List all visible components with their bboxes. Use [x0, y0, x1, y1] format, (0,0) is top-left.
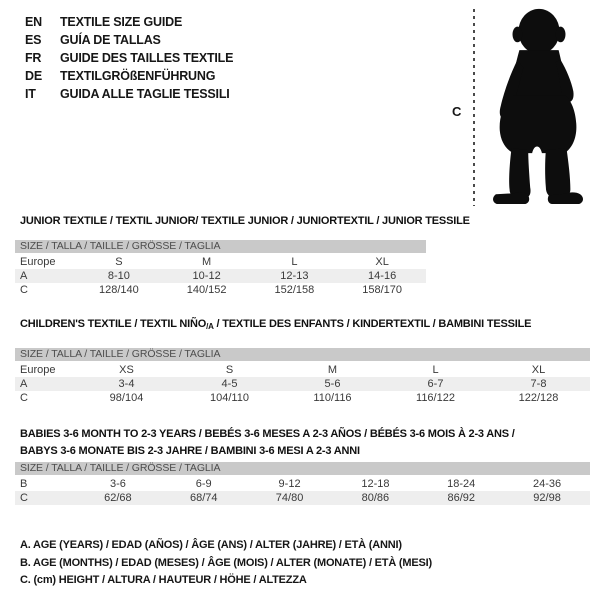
legend-row-en: [25, 13, 233, 31]
height-measure-label: C: [452, 104, 462, 119]
legend-row-de: [25, 67, 233, 85]
legend-code: EN: [25, 15, 42, 29]
table-cell: 6-9: [195, 478, 212, 490]
column-header-row: [15, 255, 426, 269]
size-header-bar: SIZE / TALLA / TAILLE / GRÖSSE / TAGLIA: [15, 348, 590, 361]
size-header-bar: SIZE / TALLA / TAILLE / GRÖSSE / TAGLIA: [15, 462, 590, 475]
column-header: XL: [531, 364, 546, 376]
footnote-b: B. AGE (MONTHS) / EDAD (MESES) / ÂGE (MOIS) / ALTER (MONATE) / ETÀ (MESI): [20, 556, 432, 569]
table-cell: 74/80: [275, 492, 304, 504]
table-cell: 128/140: [98, 284, 139, 296]
legend-text: TEXTILGRÖßENFÜHRUNG: [60, 69, 216, 83]
children-table-title: [20, 318, 531, 331]
title-subscript: /A: [206, 322, 214, 331]
junior-table-title: JUNIOR TEXTILE / TEXTIL JUNIOR/ TEXTILE JUNIOR / JUNIORTEXTIL / JUNIOR TESSILE: [20, 215, 470, 227]
table-cell: 10-12: [192, 270, 221, 282]
size-header-bar: SIZE / TALLA / TAILLE / GRÖSSE / TAGLIA: [15, 240, 426, 253]
footnotes: [20, 537, 432, 590]
row-label: A: [20, 270, 28, 282]
legend-code: ES: [25, 33, 42, 47]
table-cell: 18-24: [447, 478, 476, 490]
legend-code: FR: [25, 51, 42, 65]
row-label: A: [20, 378, 28, 390]
column-header: S: [115, 256, 123, 268]
language-legend: [25, 13, 233, 103]
legend-code: IT: [25, 87, 36, 101]
table-cell: 7-8: [530, 378, 547, 390]
table-cell: 3-4: [118, 378, 135, 390]
column-header: M: [327, 364, 338, 376]
column-header: S: [225, 364, 234, 376]
row-label: B: [20, 478, 28, 490]
column-header: L: [432, 364, 439, 376]
title-line-2: BABYS 3-6 MONATE BIS 2-3 JAHRE / BAMBINI 3-6 MESI A 2-3 ANNI: [20, 445, 360, 457]
table-cell: 6-7: [427, 378, 444, 390]
table-row: [15, 391, 590, 405]
table-cell: 122/128: [518, 392, 559, 404]
footnote-a: A. AGE (YEARS) / EDAD (AÑOS) / ÂGE (ANS) / ALTER (JAHRE) / ETÀ (ANNI): [20, 539, 402, 551]
table-cell: 98/104: [109, 392, 144, 404]
table-cell: 3-6: [109, 478, 126, 490]
table-cell: 80/86: [361, 492, 390, 504]
row-label: C: [20, 284, 28, 296]
legend-row-fr: [25, 49, 233, 67]
column-header: L: [291, 256, 298, 268]
legend-text: GUÍA DE TALLAS: [60, 33, 161, 47]
table-cell: 62/68: [104, 492, 132, 504]
column-header-row: [15, 363, 590, 377]
title-part: CHILDREN'S TEXTILE / TEXTIL NIÑO: [20, 318, 207, 330]
column-header: XL: [375, 256, 389, 268]
table-cell: 68/74: [189, 492, 218, 504]
table-cell: 110/116: [313, 392, 352, 404]
region-label: Europe: [20, 256, 56, 268]
table-cell: 14-16: [368, 270, 397, 282]
junior-table: [15, 240, 426, 297]
table-cell: 104/110: [210, 392, 249, 404]
table-row: [15, 477, 590, 491]
footnote-c: C. (cm) HEIGHT / ALTURA / HAUTEUR / HÖHE / ALTEZZA: [20, 574, 307, 586]
table-row: [15, 269, 426, 283]
legend-text: GUIDA ALLE TAGLIE TESSILI: [60, 87, 230, 101]
region-label: Europe: [20, 364, 56, 376]
height-measure-dashed-line: [473, 9, 475, 206]
babies-table-title: [20, 426, 515, 460]
table-cell: 158/170: [362, 284, 402, 296]
table-cell: 8-10: [107, 270, 130, 282]
babies-table: [15, 462, 590, 505]
table-cell: 12-18: [361, 478, 390, 490]
legend-row-it: [25, 85, 233, 103]
table-cell: 86/92: [447, 492, 475, 504]
children-table: [15, 348, 590, 405]
legend-text: TEXTILE SIZE GUIDE: [60, 15, 183, 29]
table-cell: 5-6: [324, 378, 341, 390]
table-cell: 12-13: [280, 270, 309, 282]
title-line-1: BABIES 3-6 MONTH TO 2-3 YEARS / BEBÉS 3-6 MESES A 2-3 AÑOS / BÉBÉS 3-6 MOIS À 2-3 ANS /: [20, 428, 515, 440]
row-label: C: [20, 492, 28, 504]
table-cell: 4-5: [221, 378, 238, 390]
table-cell: 116/122: [416, 392, 455, 404]
column-header: XS: [119, 364, 134, 376]
table-cell: 24-36: [532, 478, 562, 490]
table-row: [15, 377, 590, 391]
baby-silhouette-icon: [483, 5, 595, 207]
table-cell: 9-12: [278, 478, 301, 490]
column-header: M: [202, 256, 212, 268]
row-label: C: [20, 392, 28, 404]
table-cell: 152/158: [274, 284, 315, 296]
table-row: [15, 491, 590, 505]
legend-row-es: [25, 31, 233, 49]
legend-text: GUIDE DES TAILLES TEXTILE: [60, 51, 234, 65]
legend-code: DE: [25, 69, 42, 83]
table-row: [15, 283, 426, 297]
table-cell: 92/98: [533, 492, 561, 504]
title-part: / TEXTILE DES ENFANTS / KINDERTEXTIL / BAMBINI TESSILE: [213, 318, 532, 330]
table-cell: 140/152: [186, 284, 227, 296]
